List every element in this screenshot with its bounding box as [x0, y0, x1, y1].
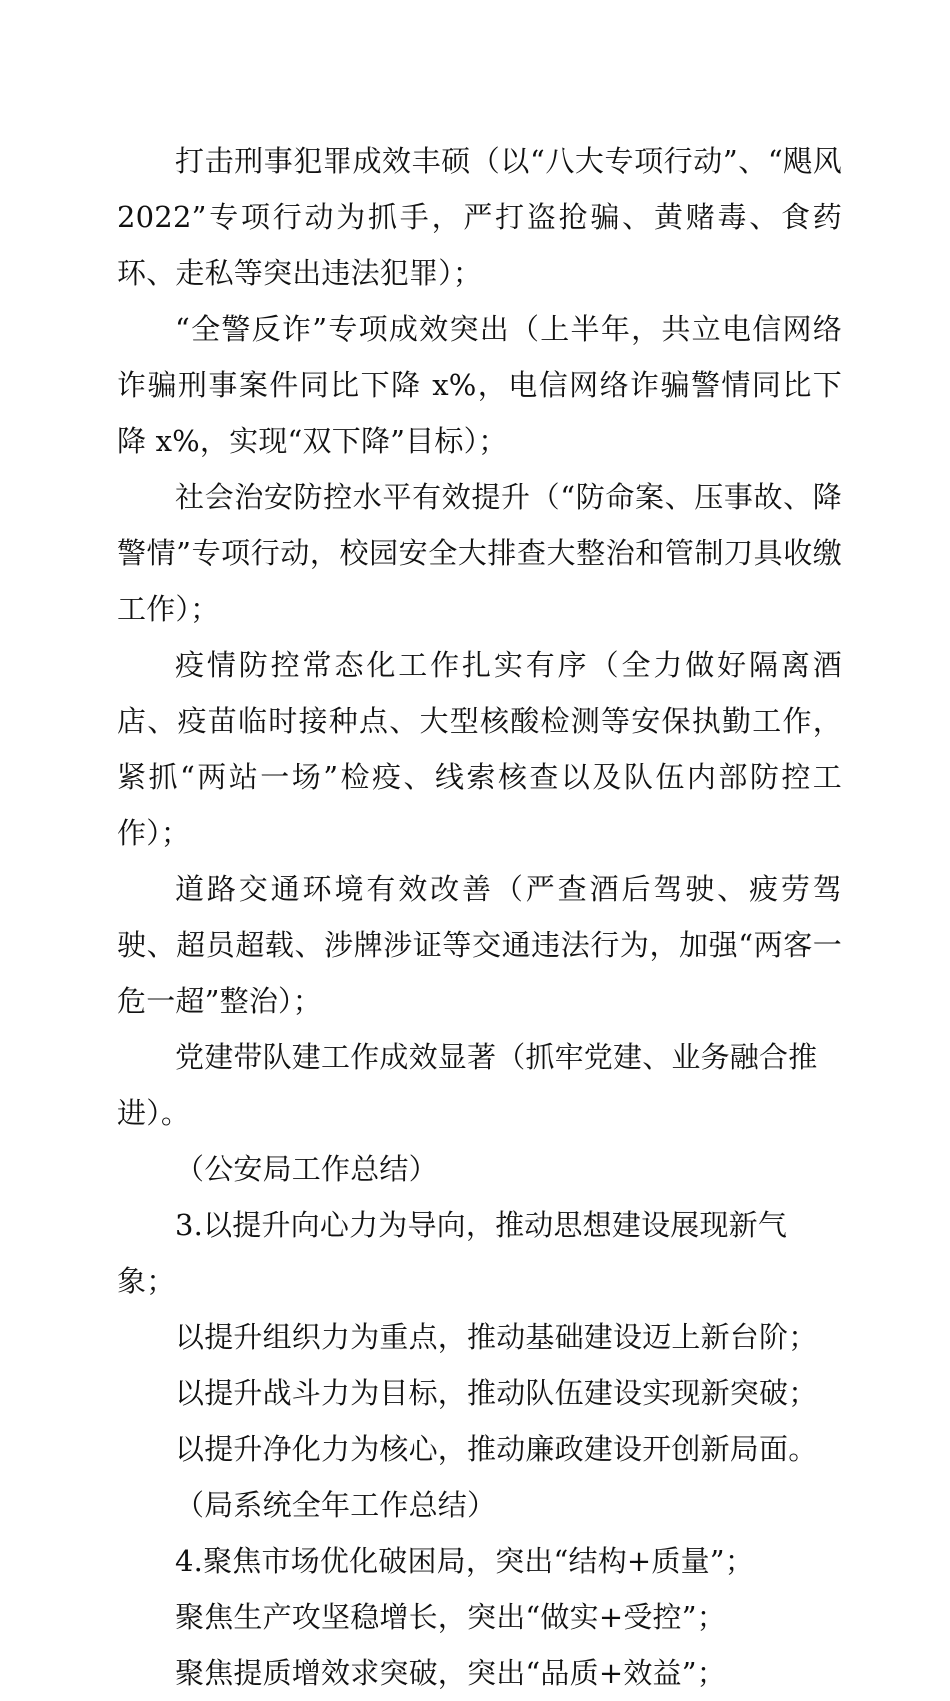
paragraph-anti-fraud: “全警反诈”专项成效突出（上半年，共立电信网络诈骗刑事案件同比下降 x%，电信网络诈骗警情同比下降 x%，实现“双下降”目标）；: [117, 312, 842, 458]
list-item-3-heading: 3.以提升向心力为导向，推动思想建设展现新气象；: [117, 1208, 788, 1298]
list-item-3-line-4: 以提升净化力为核心，推动廉政建设开创新局面。: [175, 1432, 818, 1466]
source-note-bureau-annual-summary: （局系统全年工作总结）: [175, 1488, 497, 1522]
paragraph-road-traffic: 道路交通环境有效改善（严查酒后驾驶、疲劳驾驶、超员超载、涉牌涉证等交通违法行为，加强“两客一危一超”整治）；: [117, 872, 842, 1018]
paragraph-party-building: 党建带队建工作成效显著（抓牢党建、业务融合推进）。: [117, 1040, 818, 1130]
list-item-4-line-3: 聚焦提质增效求突破，突出“品质+效益”；: [175, 1656, 726, 1690]
list-item-3-line-3: 以提升战斗力为目标，推动队伍建设实现新突破；: [175, 1376, 818, 1410]
list-item-3-line-2: 以提升组织力为重点，推动基础建设迈上新台阶；: [175, 1320, 818, 1354]
document-body: [117, 133, 842, 1701]
source-note-public-security-bureau: （公安局工作总结）: [175, 1152, 438, 1186]
paragraph-criminal-crackdown: 打击刑事犯罪成效丰硕（以“八大专项行动”、“飓风2022”专项行动为抓手，严打盗抢骗、黄赌毒、食药环、走私等突出违法犯罪）；: [117, 144, 842, 290]
list-item-4-line-2: 聚焦生产攻坚稳增长，突出“做实+受控”；: [175, 1600, 726, 1634]
paragraph-public-security-control: 社会治安防控水平有效提升（“防命案、压事故、降警情”专项行动，校园安全大排查大整治和管制刀具收缴工作）；: [117, 480, 842, 626]
list-item-4-heading: 4.聚焦市场优化破困局，突出“结构+质量”；: [175, 1544, 755, 1578]
paragraph-epidemic-prevention: 疫情防控常态化工作扎实有序（全力做好隔离酒店、疫苗临时接种点、大型核酸检测等安保执勤工作，紧抓“两站一场”检疫、线索核查以及队伍内部防控工作）；: [117, 648, 842, 850]
